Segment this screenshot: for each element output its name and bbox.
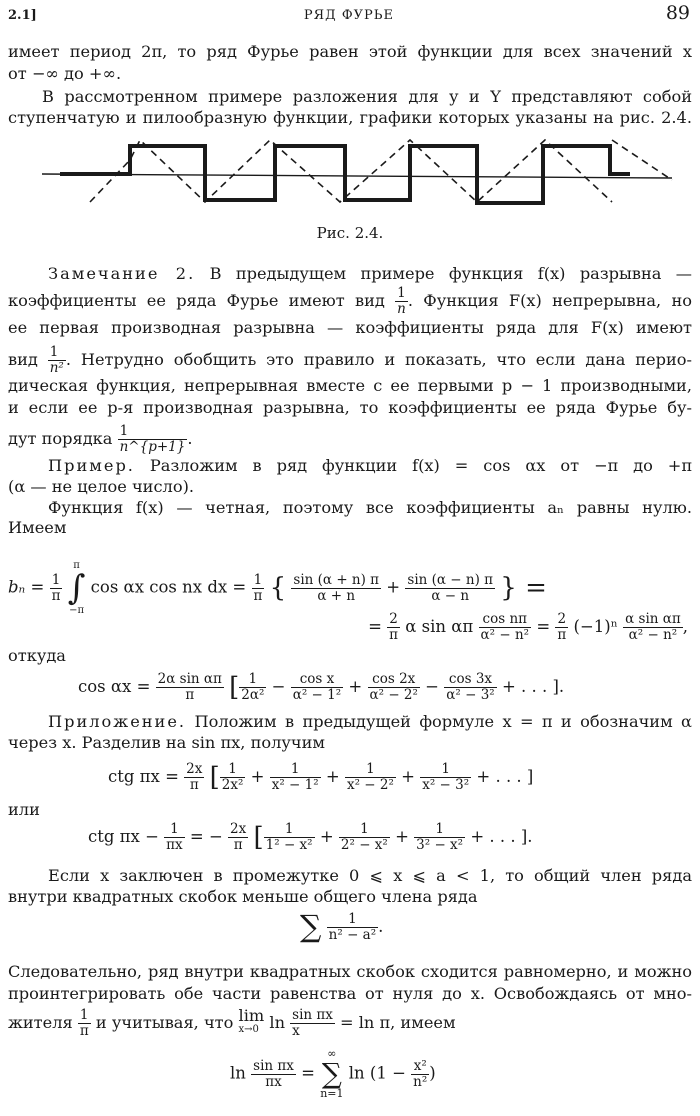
series-tail: + . . . ] xyxy=(471,767,534,786)
frac-num: 1 xyxy=(345,762,396,778)
frac-num: 1 xyxy=(164,822,185,838)
lim: lim xyxy=(238,1006,265,1025)
frac-den: α² − n² xyxy=(628,627,678,643)
equation-bn-line-1 xyxy=(8,560,692,616)
frac-den: n² xyxy=(49,360,64,376)
integral-upper-limit: π xyxy=(73,560,80,571)
frac xyxy=(555,612,568,643)
frac-den: π xyxy=(253,587,263,604)
plus: + xyxy=(343,677,368,696)
frac-num: 1 xyxy=(420,762,471,778)
example-line-3: Функция f(x) — четная, поэтому все коэффициенты aₙ равны нулю. xyxy=(48,498,692,517)
frac-num: x² xyxy=(411,1059,429,1075)
frac-num: 1 xyxy=(220,762,246,778)
frac-den: n xyxy=(397,301,406,317)
frac-den: πx xyxy=(166,837,183,853)
frac-den: πx xyxy=(265,1073,282,1090)
frac-num: α sin απ xyxy=(625,611,681,627)
frac xyxy=(78,1008,91,1039)
sigma-symbol: ∑ xyxy=(300,909,322,945)
frac-den: x² − 2² xyxy=(346,777,394,793)
frac-num: 1 xyxy=(270,762,321,778)
remark-text-2a: коэффициенты ее ряда Фурье имеют вид xyxy=(8,291,385,310)
frac-num: 1 xyxy=(78,1008,91,1024)
frac-den: π xyxy=(189,777,199,793)
frac xyxy=(228,822,248,853)
frac xyxy=(50,573,63,604)
application-label: Приложение. xyxy=(48,712,187,731)
integral-lower-limit: −π xyxy=(69,605,85,616)
remark-text-4b: . Нетрудно обобщить это правило и показать, что если дана перио- xyxy=(65,350,692,369)
frac-num: 2 xyxy=(387,612,400,628)
frac xyxy=(291,672,343,703)
paragraph-1-line-1: имеет период 2π, то ряд Фурье равен этой функции для всех значений x xyxy=(8,42,692,61)
section-number: 2.1] xyxy=(8,8,37,23)
frac-den: α + n xyxy=(317,587,356,604)
frac xyxy=(156,672,224,703)
frac-num: 1 xyxy=(264,822,315,838)
sawtooth-function-curve xyxy=(90,140,612,202)
paren-close: ) xyxy=(429,1063,436,1083)
frac xyxy=(270,762,321,793)
ln: ln xyxy=(269,1013,286,1032)
frac-den: 2α² xyxy=(241,687,265,703)
frac xyxy=(368,672,420,703)
frac-den: x² − 3² xyxy=(422,777,470,793)
term: ln (1 − xyxy=(348,1063,412,1083)
text: и учитывая, что xyxy=(95,1013,234,1032)
frac-den: 1² − x² xyxy=(265,837,313,853)
paragraph-4-line-2: проинтегрировать обе части равенства от нуля до x. Освобождаясь от мно- xyxy=(8,984,692,1003)
frac-den: n² − a² xyxy=(328,927,377,943)
bracket-open: [ xyxy=(229,672,240,703)
paragraph-4-line-1: Следовательно, ряд внутри квадратных скобок сходится равномерно, и можно xyxy=(8,962,692,981)
remark-line-4 xyxy=(8,345,692,376)
ln: ln xyxy=(230,1063,246,1083)
frac-den: π xyxy=(185,687,195,703)
frac xyxy=(327,912,378,943)
figure-caption: Рис. 2.4. xyxy=(316,224,384,242)
sigma-symbol: ∑ xyxy=(321,1057,342,1090)
plus: + xyxy=(320,767,345,786)
eq-sign: = xyxy=(368,617,388,636)
frac-num: 1 xyxy=(395,286,408,302)
frac-num: cos nπ xyxy=(479,612,532,628)
equation-ctg-series-2 xyxy=(88,822,698,853)
example-line-2: (α — не целое число). xyxy=(8,477,195,496)
lim-sub: x→0 xyxy=(238,1024,259,1035)
frac xyxy=(264,822,315,853)
limit-operator xyxy=(239,1008,265,1035)
plus: + xyxy=(389,827,415,846)
frac-num: 1 xyxy=(414,822,465,838)
frac-num: 1 xyxy=(118,424,188,440)
frac-den: x xyxy=(292,1023,300,1039)
remark-text-4a: вид xyxy=(8,350,38,369)
ili-text: или xyxy=(8,800,40,819)
frac-den: π xyxy=(389,627,399,643)
frac xyxy=(184,762,204,793)
frac-den: 2x² xyxy=(221,777,244,793)
frac xyxy=(420,762,471,793)
fraction-1-over-n-p1 xyxy=(118,424,188,455)
frac-num: sin (α − n) π xyxy=(407,571,494,588)
term: α sin απ xyxy=(405,617,479,636)
integrand: cos αx cos nx dx = xyxy=(90,577,252,597)
bracket-open: [ xyxy=(209,762,220,793)
paragraph-3-line-1: Если x заключен в промежутке 0 ⩽ x ⩽ a < 1, то общий член ряда xyxy=(48,866,692,885)
remark-line-3: ее первая производная разрывна — коэффициенты ряда для F(x) имеют xyxy=(8,318,692,337)
example-line-4: Имеем xyxy=(8,518,67,537)
remark-line-2 xyxy=(8,286,692,317)
frac-den: π xyxy=(233,837,243,853)
remark-text-7a: дут порядка xyxy=(8,429,113,448)
brace-open: { xyxy=(269,573,287,603)
frac-num: 1 xyxy=(327,912,378,928)
fraction-1-over-n2 xyxy=(48,345,66,376)
remark-line-5: дическая функция, непрерывная вместе с ее первыми p − 1 производными, xyxy=(8,376,692,395)
equation-cos-series xyxy=(78,672,698,703)
equation-bn-line-2 xyxy=(8,612,688,643)
plus: + xyxy=(245,767,270,786)
plus: + xyxy=(395,767,421,786)
frac-num: 2x xyxy=(186,761,203,777)
frac xyxy=(290,1008,335,1039)
frac xyxy=(479,612,532,643)
frac-num: cos 2x xyxy=(368,672,420,688)
frac-num: 1 xyxy=(50,573,63,589)
cos-lhs: cos αx = xyxy=(78,677,156,696)
otkuda-text: откуда xyxy=(8,646,66,665)
paragraph-4-line-3 xyxy=(8,1008,692,1039)
equation-sum-series xyxy=(300,909,500,945)
frac xyxy=(164,822,185,853)
frac-num: cos 3x xyxy=(444,672,496,688)
frac xyxy=(291,573,381,604)
frac-num: 2α sin απ xyxy=(157,671,222,687)
running-title: РЯД ФУРЬЕ xyxy=(303,8,395,23)
frac xyxy=(339,822,390,853)
running-header xyxy=(8,2,690,28)
remark-line-7 xyxy=(8,424,692,455)
application-line-2: через x. Разделив на sin πx, получим xyxy=(8,733,325,752)
ctg2-lhs: ctg πx − xyxy=(88,827,165,846)
eq-sign: = − xyxy=(189,827,229,846)
frac-num: sin πx xyxy=(292,1007,333,1023)
equation-ctg-series xyxy=(108,762,698,793)
frac xyxy=(623,612,683,643)
x-axis-line xyxy=(42,174,672,178)
ctg-lhs: ctg πx = xyxy=(108,767,185,786)
frac-den: α² − n² xyxy=(480,627,530,643)
frac-den: α² − 3² xyxy=(446,687,495,703)
frac-num: 2 xyxy=(555,612,568,628)
minus: − xyxy=(266,677,291,696)
text: = ln π, имеем xyxy=(340,1013,456,1032)
eq-sign: = xyxy=(536,617,556,636)
integral-sign xyxy=(68,560,86,616)
frac-den: π xyxy=(557,627,567,643)
frac xyxy=(239,672,266,703)
remark-text-2b: . Функция F(x) непрерывна, но xyxy=(407,291,693,310)
paragraph-3-line-2: внутри квадратных скобок меньше общего члена ряда xyxy=(8,887,478,906)
remark-text-7b: . xyxy=(187,429,193,448)
brace-close: } = xyxy=(500,573,547,603)
minus: − xyxy=(419,677,445,696)
frac-den: 2² − x² xyxy=(340,837,388,853)
paragraph-2-line-1: В рассмотренном примере разложения для y и Y представляют собой xyxy=(42,87,692,106)
sum-lower: n=1 xyxy=(320,1087,344,1100)
application-line-1 xyxy=(48,712,692,732)
frac-num: 1 xyxy=(48,345,66,361)
fraction-1-over-n xyxy=(395,286,408,317)
frac xyxy=(252,573,265,604)
frac-num: sin (α + n) π xyxy=(293,571,380,588)
paragraph-2-line-2: ступенчатую и пилообразную функции, графики которых указаны на рис. 2.4. xyxy=(8,108,692,127)
frac-den: α² − 2² xyxy=(369,687,418,703)
frac-num: 2x xyxy=(230,821,247,837)
equation-final xyxy=(230,1048,530,1100)
frac-num: 1 xyxy=(252,573,265,589)
remark-text-1: В предыдущем примере функция f(x) разрывна — xyxy=(209,264,692,283)
frac-den: x² − 1² xyxy=(271,777,319,793)
remark-label: Замечание 2. xyxy=(48,264,196,283)
text: жителя xyxy=(8,1013,73,1032)
comma: , xyxy=(682,617,688,636)
sum-operator xyxy=(320,1048,343,1100)
eq-sign: = xyxy=(301,1063,321,1083)
plus: + xyxy=(381,577,406,597)
example-line-1 xyxy=(48,456,692,476)
series-tail: + . . . ]. xyxy=(465,827,533,846)
frac-den: n² xyxy=(413,1073,428,1090)
example-text-1: Разложим в ряд функции f(x) = cos αx от −π до +π xyxy=(149,456,692,475)
frac-den: α − n xyxy=(431,587,470,604)
bn-lhs: bₙ = xyxy=(8,577,50,597)
frac-num: sin πx xyxy=(253,1057,294,1074)
term: (−1)ⁿ xyxy=(573,617,624,636)
series-tail: + . . . ]. xyxy=(496,677,565,696)
frac-num: cos x xyxy=(291,672,343,688)
paragraph-1-line-2: от −∞ до +∞. xyxy=(8,64,122,83)
frac xyxy=(251,1059,296,1090)
period: . xyxy=(378,917,384,936)
integral-symbol: ∫ xyxy=(67,568,86,608)
example-label: Пример. xyxy=(48,456,135,475)
frac xyxy=(345,762,396,793)
remark-line-1 xyxy=(48,264,692,284)
frac-den: π xyxy=(79,1023,89,1039)
frac xyxy=(405,573,495,604)
frac xyxy=(220,762,246,793)
plus: + xyxy=(314,827,339,846)
sum-upper: ∞ xyxy=(327,1047,337,1060)
frac xyxy=(414,822,465,853)
bracket-open: [ xyxy=(253,822,264,853)
frac xyxy=(387,612,400,643)
frac-den: α² − 1² xyxy=(292,687,342,703)
frac-den: n^{p+1} xyxy=(119,439,186,455)
figure-2-4 xyxy=(0,130,700,220)
frac xyxy=(411,1059,429,1090)
remark-line-6: и если ее p-я производная разрывна, то коэффициенты ее ряда Фурье бу- xyxy=(8,398,692,417)
frac-den: π xyxy=(51,587,61,604)
application-text-1: Положим в предыдущей формуле x = π и обозначим α xyxy=(194,712,692,731)
frac-den: 3² − x² xyxy=(416,837,464,853)
page-number: 89 xyxy=(665,2,690,24)
frac xyxy=(444,672,496,703)
frac-num: 1 xyxy=(239,672,266,688)
frac-num: 1 xyxy=(339,822,390,838)
